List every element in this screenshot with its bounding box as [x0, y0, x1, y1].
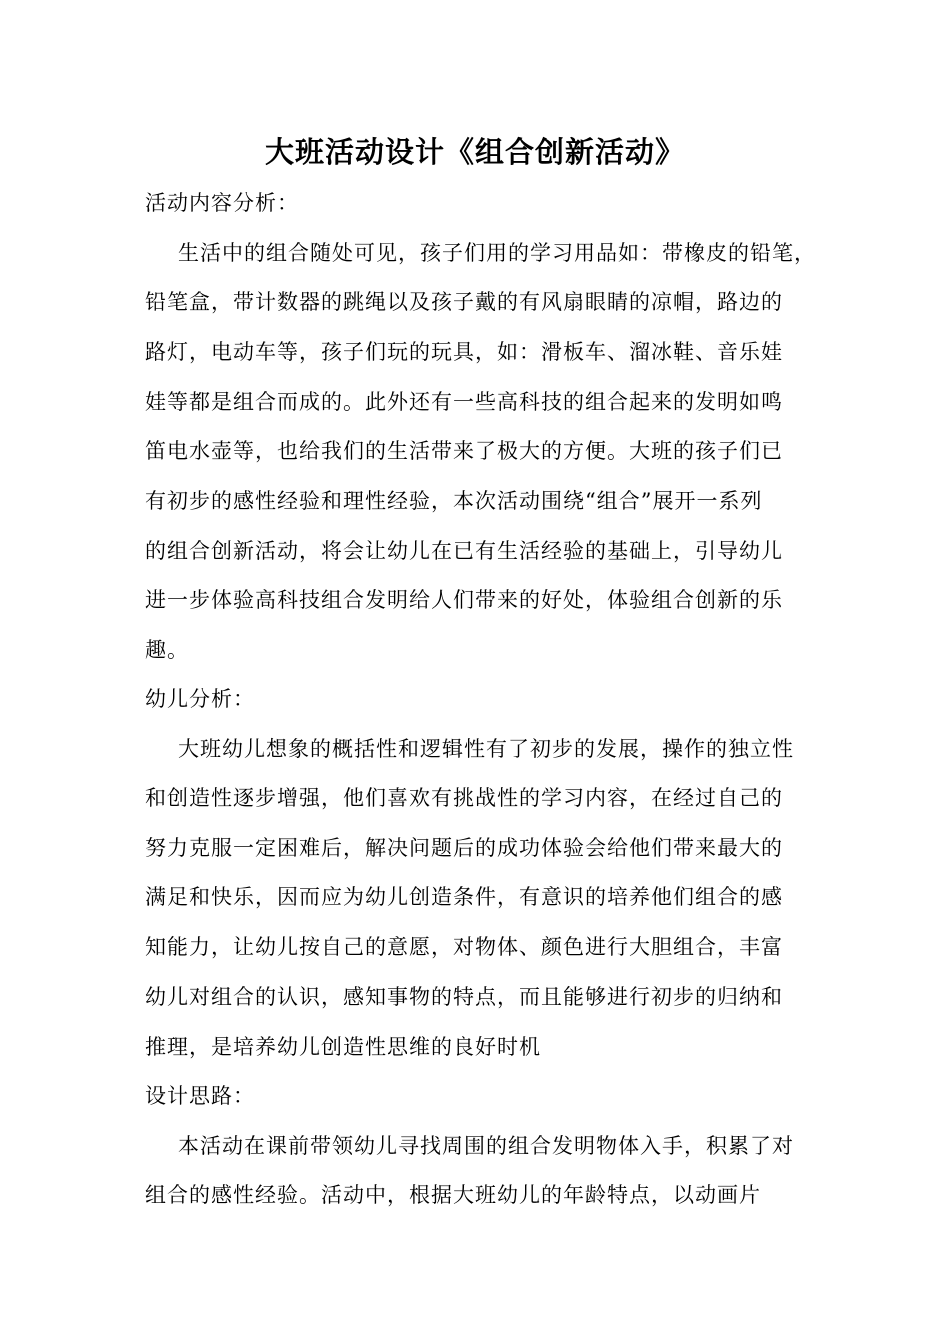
paragraph-line: 路灯，电动车等，孩子们玩的玩具，如：滑板车、溜冰鞋、音乐娃 — [145, 340, 783, 364]
paragraph-line: 的组合创新活动，将会让幼儿在已有生活经验的基础上，引导幼儿 — [145, 539, 783, 563]
paragraph-line: 生活中的组合随处可见，孩子们用的学习用品如：带橡皮的铅笔， — [178, 241, 816, 265]
paragraph-line: 进一步体验高科技组合发明给人们带来的好处，体验组合创新的乐 — [145, 588, 783, 612]
section-heading-child-analysis: 幼儿分析： — [145, 687, 255, 711]
paragraph-line: 有初步的感性经验和理性经验，本次活动围绕“组合”展开一系列 — [145, 489, 763, 513]
paragraph-line: 娃等都是组合而成的。此外还有一些高科技的组合起来的发明如鸣 — [145, 390, 783, 414]
paragraph-line: 努力克服一定困难后，解决问题后的成功体验会给他们带来最大的 — [145, 836, 783, 860]
paragraph-line: 推理，是培养幼儿创造性思维的良好时机 — [145, 1035, 541, 1059]
paragraph-line: 满足和快乐，因而应为幼儿创造条件，有意识的培养他们组合的感 — [145, 885, 783, 909]
paragraph-line: 组合的感性经验。活动中，根据大班幼儿的年龄特点，以动画片 — [145, 1183, 761, 1207]
paragraph-line: 大班幼儿想象的概括性和逻辑性有了初步的发展，操作的独立性 — [178, 737, 794, 761]
section-heading-design-ideas: 设计思路： — [145, 1084, 255, 1108]
paragraph-line: 铅笔盒，带计数器的跳绳以及孩子戴的有风扇眼睛的凉帽，路边的 — [145, 290, 783, 314]
paragraph-line: 趣。 — [145, 638, 189, 662]
paragraph-line: 笛电水壶等，也给我们的生活带来了极大的方便。大班的孩子们已 — [145, 439, 783, 463]
paragraph-line: 知能力，让幼儿按自己的意愿，对物体、颜色进行大胆组合，丰富 — [145, 935, 783, 959]
paragraph-line: 幼儿对组合的认识，感知事物的特点，而且能够进行初步的归纳和 — [145, 985, 783, 1009]
section-heading-content-analysis: 活动内容分析： — [145, 191, 299, 215]
paragraph-line: 本活动在课前带领幼儿寻找周围的组合发明物体入手，积累了对 — [178, 1134, 794, 1158]
document-title: 大班活动设计《组合创新活动》 — [264, 135, 685, 169]
paragraph-line: 和创造性逐步增强，他们喜欢有挑战性的学习内容，在经过自己的 — [145, 786, 783, 810]
